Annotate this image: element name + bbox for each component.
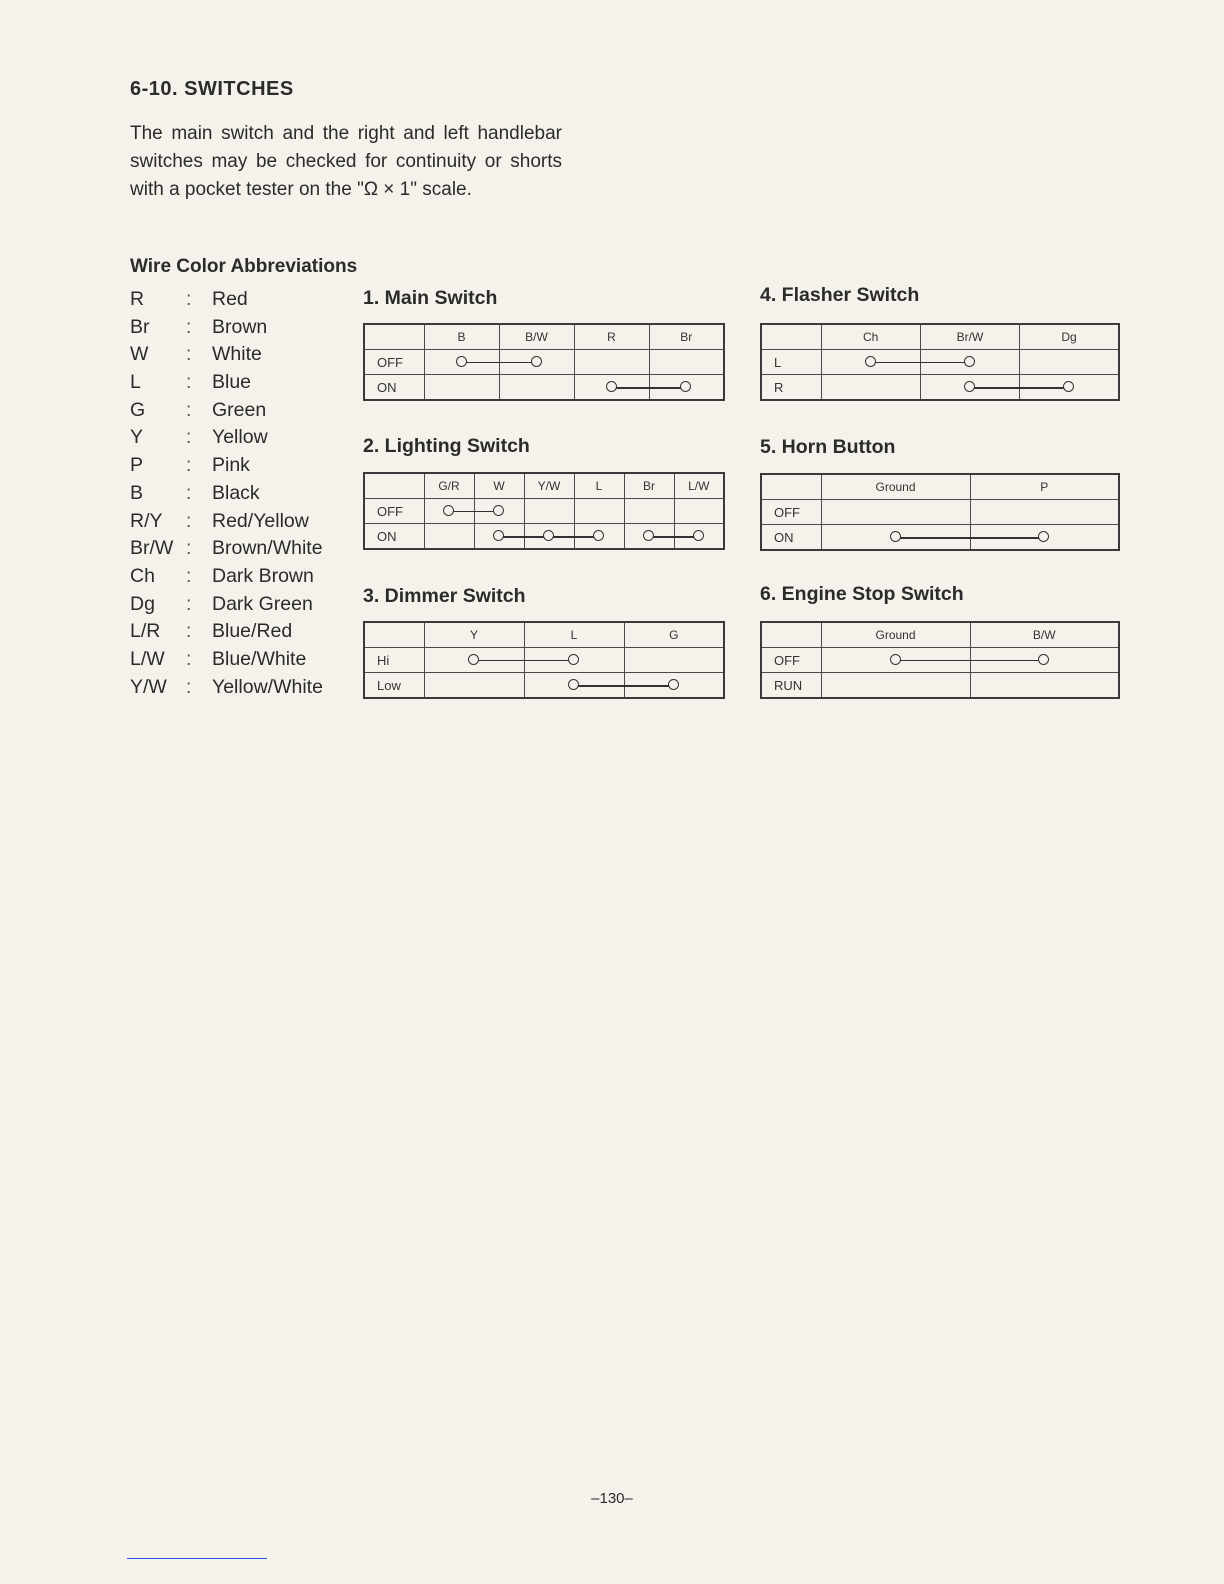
switch-position-label: ON [364,375,424,401]
connector-circle-icon [964,356,975,367]
engine-stop-switch-title: 6. Engine Stop Switch [760,583,964,605]
abbreviation-code: L/R [130,620,161,643]
wire-column-header: Y [424,622,524,648]
abbreviation-colon: : [186,675,192,698]
abbreviation-code: Br/W [130,537,174,560]
abbreviation-code: Dg [130,592,155,615]
table-header-row [761,324,1119,350]
connector-circle-icon [1063,381,1074,392]
connector-circle-icon [531,356,542,367]
footer-link-underline[interactable] [127,1558,267,1559]
continuity-cell [424,673,524,699]
continuity-cell [499,375,574,401]
abbreviation-colon: : [186,564,192,587]
continuity-wire [450,511,500,513]
abbreviation-name: Blue/Red [212,620,293,643]
abbreviation-code: L/W [130,647,165,670]
abbreviation-code: R/Y [130,509,163,532]
continuity-wire [896,537,1045,539]
connector-circle-icon [680,381,691,392]
switch-position-label: ON [364,524,424,550]
continuity-cell [920,375,1019,401]
abbreviation-code: B [130,481,144,504]
wire-column-header: L [524,622,624,648]
abbreviation-name: Green [212,398,267,421]
wire-column-header: B/W [499,324,574,350]
abbreviation-code: Br [130,315,150,338]
connector-circle-icon [964,381,975,392]
wire-column-header: Ch [821,324,920,350]
switch-position-label: OFF [364,350,424,375]
connector-circle-icon [606,381,617,392]
connector-circle-icon [443,505,454,516]
connector-circle-icon [1038,654,1049,665]
table-header-row [364,473,724,499]
connector-circle-icon [456,356,467,367]
abbreviation-colon: : [186,371,192,394]
continuity-cell [674,499,724,524]
continuity-wire [612,387,687,389]
continuity-wire [475,660,575,662]
abbreviation-colon: : [186,454,192,477]
wire-column-header: Br [624,473,674,499]
continuity-cell [970,500,1119,525]
wire-column-header: B [424,324,499,350]
lighting-switch-table [363,472,725,550]
connector-circle-icon [568,679,579,690]
main-switch-title: 1. Main Switch [363,287,498,309]
abbreviation-code: Y/W [130,675,167,698]
continuity-wire [871,362,970,364]
corner-cell [364,324,424,350]
corner-cell [364,622,424,648]
section-heading: 6-10. SWITCHES [130,78,294,100]
corner-cell [761,474,821,500]
switch-position-label: Low [364,673,424,699]
abbreviation-name: Yellow/White [212,675,323,698]
abbreviation-name: Red [212,288,248,310]
abbreviation-colon: : [186,343,192,366]
wire-column-header: Br/W [920,324,1019,350]
table-header-row [364,324,724,350]
flasher-switch-title: 4. Flasher Switch [760,284,920,306]
connector-circle-icon [543,530,554,541]
connector-circle-icon [568,654,579,665]
wire-column-header: Dg [1020,324,1119,350]
abbreviation-colon: : [186,647,192,670]
connector-circle-icon [693,530,704,541]
connector-circle-icon [890,531,901,542]
abbreviation-name: Yellow [212,426,268,449]
abbreviation-code: P [130,454,144,477]
abbreviation-code: W [130,343,149,366]
continuity-wire [970,387,1070,389]
switch-position-label: OFF [761,500,821,525]
abbreviation-name: Blue [212,371,252,394]
table-row [364,524,724,550]
continuity-cell [821,350,920,375]
engine-stop-switch-table [760,621,1120,699]
wire-column-header: Ground [821,622,970,648]
abbreviation-code: Ch [130,564,155,587]
connector-circle-icon [493,505,504,516]
connector-circle-icon [668,679,679,690]
table-row [364,673,724,699]
continuity-cell [574,499,624,524]
continuity-cell [424,524,474,550]
table-row [761,525,1119,551]
abbreviation-colon: : [186,537,192,560]
corner-cell [761,622,821,648]
intro-text: The main switch and the right and left handlebar switches may be checked for continuity or shorts with a pocket tester on the "Ω × 1" scale. [130,123,562,200]
lighting-switch-title: 2. Lighting Switch [363,435,530,457]
connector-circle-icon [643,530,654,541]
connector-circle-icon [593,530,604,541]
abbreviation-colon: : [186,398,192,421]
continuity-cell [474,524,524,550]
wire-column-header: Y/W [524,473,574,499]
connector-circle-icon [865,356,876,367]
table-row [364,648,724,673]
continuity-cell [821,648,970,673]
continuity-wire [462,362,537,364]
continuity-wire [650,536,700,538]
abbreviation-colon: : [186,288,192,310]
wire-column-header: R [574,324,649,350]
abbreviation-name: Blue/White [212,647,307,670]
wire-column-header: G [624,622,724,648]
abbreviation-name: Brown/White [212,537,323,560]
abbreviation-code: L [130,371,141,394]
abbreviation-name: Pink [212,454,250,477]
continuity-cell [624,499,674,524]
continuity-cell [574,375,649,401]
continuity-cell [821,500,970,525]
wire-column-header: L [574,473,624,499]
table-row [761,500,1119,525]
main-switch-table [363,323,725,401]
continuity-cell [1020,350,1119,375]
abbreviation-colon: : [186,481,192,504]
connector-circle-icon [890,654,901,665]
abbreviation-name: Brown [212,315,268,338]
corner-cell [364,473,424,499]
corner-cell [761,324,821,350]
table-header-row [761,622,1119,648]
connector-circle-icon [1038,531,1049,542]
wire-column-header: G/R [424,473,474,499]
connector-circle-icon [468,654,479,665]
flasher-switch-table [760,323,1120,401]
horn-button-title: 5. Horn Button [760,436,896,458]
switch-position-label: L [761,350,821,375]
abbreviation-code: Y [130,426,144,449]
wire-column-header: W [474,473,524,499]
wire-column-header: B/W [970,622,1119,648]
continuity-cell [424,375,499,401]
dimmer-switch-table [363,621,725,699]
continuity-wire [575,685,675,687]
wire-column-header: P [970,474,1119,500]
intro-paragraph [130,120,562,204]
horn-button-table [760,473,1120,551]
continuity-cell [821,673,970,699]
wire-column-header: Ground [821,474,970,500]
abbreviation-name: Dark Green [212,592,313,615]
continuity-cell [574,350,649,375]
dimmer-switch-title: 3. Dimmer Switch [363,585,526,607]
continuity-cell [821,525,970,551]
abbreviation-name: Dark Brown [212,564,314,587]
abbreviation-colon: : [186,592,192,615]
abbreviation-colon: : [186,509,192,532]
abbreviation-name: Red/Yellow [212,509,309,532]
table-row [364,375,724,401]
continuity-wire [896,660,1045,662]
continuity-cell [624,524,674,550]
switch-position-label: OFF [364,499,424,524]
continuity-cell [821,375,920,401]
switch-position-label: OFF [761,648,821,673]
continuity-cell [524,499,574,524]
abbreviation-colon: : [186,315,192,338]
switch-position-label: R [761,375,821,401]
abbreviation-colon: : [186,620,192,643]
page-number: –130– [591,1490,633,1507]
continuity-cell [649,350,724,375]
table-row [761,350,1119,375]
continuity-cell [424,648,524,673]
connector-circle-icon [493,530,504,541]
continuity-cell [524,673,624,699]
abbreviations-title: Wire Color Abbreviations [130,256,358,277]
table-row [761,648,1119,673]
continuity-cell [970,673,1119,699]
table-header-row [364,622,724,648]
continuity-cell [424,499,474,524]
abbreviation-name: White [212,343,262,366]
table-row [761,375,1119,401]
wire-column-header: L/W [674,473,724,499]
table-row [364,350,724,375]
switch-position-label: ON [761,525,821,551]
switch-position-label: Hi [364,648,424,673]
table-row [761,673,1119,699]
continuity-cell [424,350,499,375]
table-row [364,499,724,524]
wire-column-header: Br [649,324,724,350]
table-header-row [761,474,1119,500]
abbreviation-code: R [130,288,145,310]
abbreviation-name: Black [212,481,260,504]
abbreviation-code: G [130,398,146,421]
switch-position-label: RUN [761,673,821,699]
abbreviation-colon: : [186,426,192,449]
continuity-cell [624,648,724,673]
